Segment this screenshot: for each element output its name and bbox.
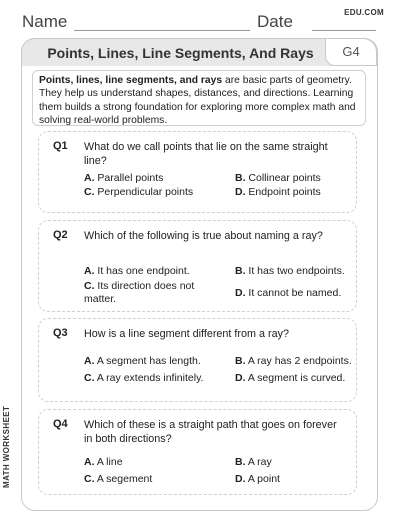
- name-label: Name: [22, 12, 68, 31]
- option-d[interactable]: [235, 372, 353, 385]
- option-text: Parallel points: [97, 172, 164, 184]
- brand-logo: EDU.COM: [344, 8, 384, 17]
- question-number: Q2: [53, 229, 68, 241]
- question-card-4: [38, 409, 357, 495]
- option-letter: B.: [235, 355, 246, 367]
- intro-bold: Points, lines, line segments, and rays: [39, 75, 223, 86]
- question-text: Which of the following is true about naming a ray?: [84, 230, 323, 242]
- question-card-2: [38, 220, 357, 312]
- option-letter: B.: [235, 456, 246, 468]
- option-b[interactable]: [235, 456, 353, 469]
- worksheet-title: Points, Lines, Line Segments, And Rays: [47, 45, 314, 61]
- option-letter: B.: [235, 172, 246, 184]
- option-a[interactable]: [84, 265, 224, 278]
- option-letter: C.: [84, 186, 95, 198]
- intro-text: are basic parts of geometry. They help us understand shapes, distances, and directions. Learning them builds a strong foundation for exploring more complex math and solving real-world problems.: [39, 75, 356, 126]
- grade-badge: G4: [325, 38, 377, 66]
- option-letter: D.: [235, 473, 246, 485]
- option-c[interactable]: [84, 473, 224, 486]
- option-text: A ray: [247, 456, 272, 468]
- question-text: What do we call points that lie on the same straight line?: [84, 141, 328, 167]
- question-number: Q3: [53, 327, 68, 339]
- option-b[interactable]: [235, 172, 353, 185]
- option-letter: D.: [235, 372, 246, 384]
- option-text: A segement: [96, 473, 153, 485]
- question-card-3: [38, 318, 357, 402]
- option-letter: A.: [84, 456, 95, 468]
- option-d[interactable]: [235, 287, 353, 300]
- option-d[interactable]: [235, 473, 353, 486]
- title-bar: [21, 38, 378, 66]
- option-letter: A.: [84, 172, 95, 184]
- option-letter: C.: [84, 473, 95, 485]
- date-line[interactable]: [312, 30, 376, 31]
- option-d[interactable]: [235, 186, 353, 199]
- option-text: It has one endpoint.: [97, 265, 190, 277]
- option-text: A point: [247, 473, 280, 485]
- option-a[interactable]: [84, 456, 224, 469]
- option-text: Its direction does not matter.: [84, 280, 195, 305]
- option-text: A segment is curved.: [247, 372, 346, 384]
- side-label: MATH WORKSHEET: [2, 405, 11, 488]
- option-letter: D.: [235, 287, 246, 299]
- option-c[interactable]: [84, 280, 209, 305]
- question-card-1: [38, 131, 357, 213]
- option-text: A ray extends infinitely.: [96, 372, 204, 384]
- question-number: Q1: [53, 140, 68, 152]
- question-number: Q4: [53, 418, 68, 430]
- question-text: Which of these is a straight path that goes on forever in both directions?: [84, 419, 337, 445]
- option-b[interactable]: [235, 355, 353, 368]
- option-c[interactable]: [84, 372, 224, 385]
- option-letter: B.: [235, 265, 246, 277]
- intro-box: [32, 70, 366, 126]
- option-letter: A.: [84, 355, 95, 367]
- option-text: A ray has 2 endpoints.: [247, 355, 352, 367]
- option-text: Collinear points: [248, 172, 321, 184]
- date-label: Date: [257, 12, 293, 31]
- option-text: It has two endpoints.: [248, 265, 345, 277]
- option-text: Perpendicular points: [97, 186, 194, 198]
- option-text: Endpoint points: [248, 186, 321, 198]
- option-letter: C.: [84, 280, 95, 292]
- option-a[interactable]: [84, 172, 224, 185]
- option-letter: D.: [235, 186, 246, 198]
- option-b[interactable]: [235, 265, 353, 278]
- option-a[interactable]: [84, 355, 224, 368]
- option-letter: A.: [84, 265, 95, 277]
- option-text: A line: [96, 456, 123, 468]
- option-c[interactable]: [84, 186, 224, 199]
- name-line[interactable]: [74, 30, 250, 31]
- name-date-row: [20, 12, 380, 34]
- option-letter: C.: [84, 372, 95, 384]
- option-text: It cannot be named.: [248, 287, 342, 299]
- option-text: A segment has length.: [96, 355, 201, 367]
- question-text: How is a line segment different from a ray?: [84, 328, 290, 340]
